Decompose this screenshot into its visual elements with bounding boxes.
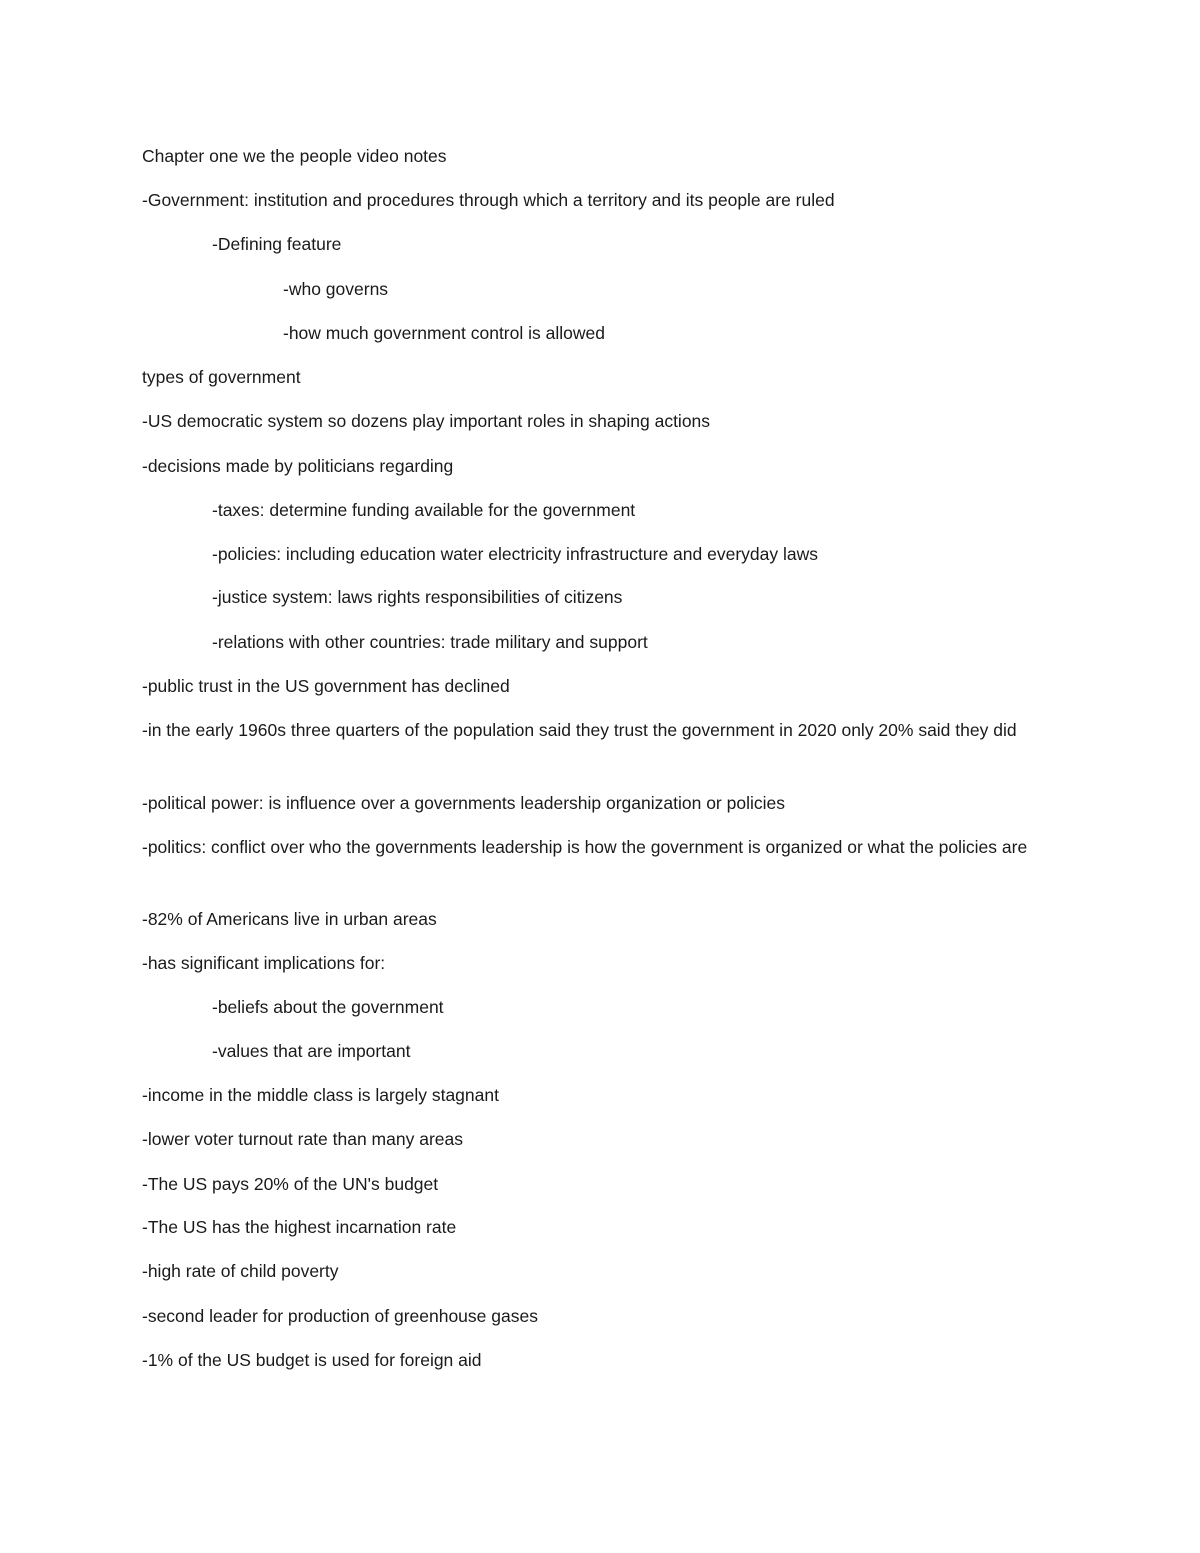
note-line: -has significant implications for: — [142, 953, 386, 973]
note-line: -decisions made by politicians regarding — [142, 456, 454, 476]
document-title: Chapter one we the people video notes — [142, 146, 447, 166]
note-line: -taxes: determine funding available for the government — [212, 500, 636, 520]
note-line: -values that are important — [212, 1041, 411, 1061]
note-line: -beliefs about the government — [212, 997, 444, 1017]
note-line: -policies: including education water electricity infrastructure and everyday laws — [212, 544, 818, 564]
note-line: -lower voter turnout rate than many areas — [142, 1129, 463, 1149]
note-line: -relations with other countries: trade military and support — [212, 632, 648, 652]
note-line: -political power: is influence over a governments leadership organization or policies — [142, 793, 785, 813]
note-line: -US democratic system so dozens play important roles in shaping actions — [142, 411, 711, 431]
note-line: -high rate of child poverty — [142, 1261, 339, 1281]
note-line: -how much government control is allowed — [283, 323, 605, 343]
note-line: -Defining feature — [212, 234, 342, 254]
note-line: -second leader for production of greenhouse gases — [142, 1306, 538, 1326]
note-line: -public trust in the US government has declined — [142, 676, 510, 696]
note-line: -who governs — [283, 279, 389, 299]
note-line: -justice system: laws rights responsibilities of citizens — [212, 587, 623, 607]
note-line: types of government — [142, 367, 301, 387]
note-line: -The US pays 20% of the UN's budget — [142, 1174, 439, 1194]
note-line: -Government: institution and procedures through which a territory and its people are ruled — [142, 190, 835, 210]
note-line: -1% of the US budget is used for foreign aid — [142, 1350, 482, 1370]
note-line: -politics: conflict over who the governments leadership is how the government is organized or what the policies are — [142, 837, 1028, 857]
note-line: -The US has the highest incarnation rate — [142, 1217, 457, 1237]
note-line: -82% of Americans live in urban areas — [142, 909, 437, 929]
note-line: -income in the middle class is largely stagnant — [142, 1085, 499, 1105]
note-line: -in the early 1960s three quarters of the population said they trust the government in 2020 only 20% said they did — [142, 720, 1017, 740]
